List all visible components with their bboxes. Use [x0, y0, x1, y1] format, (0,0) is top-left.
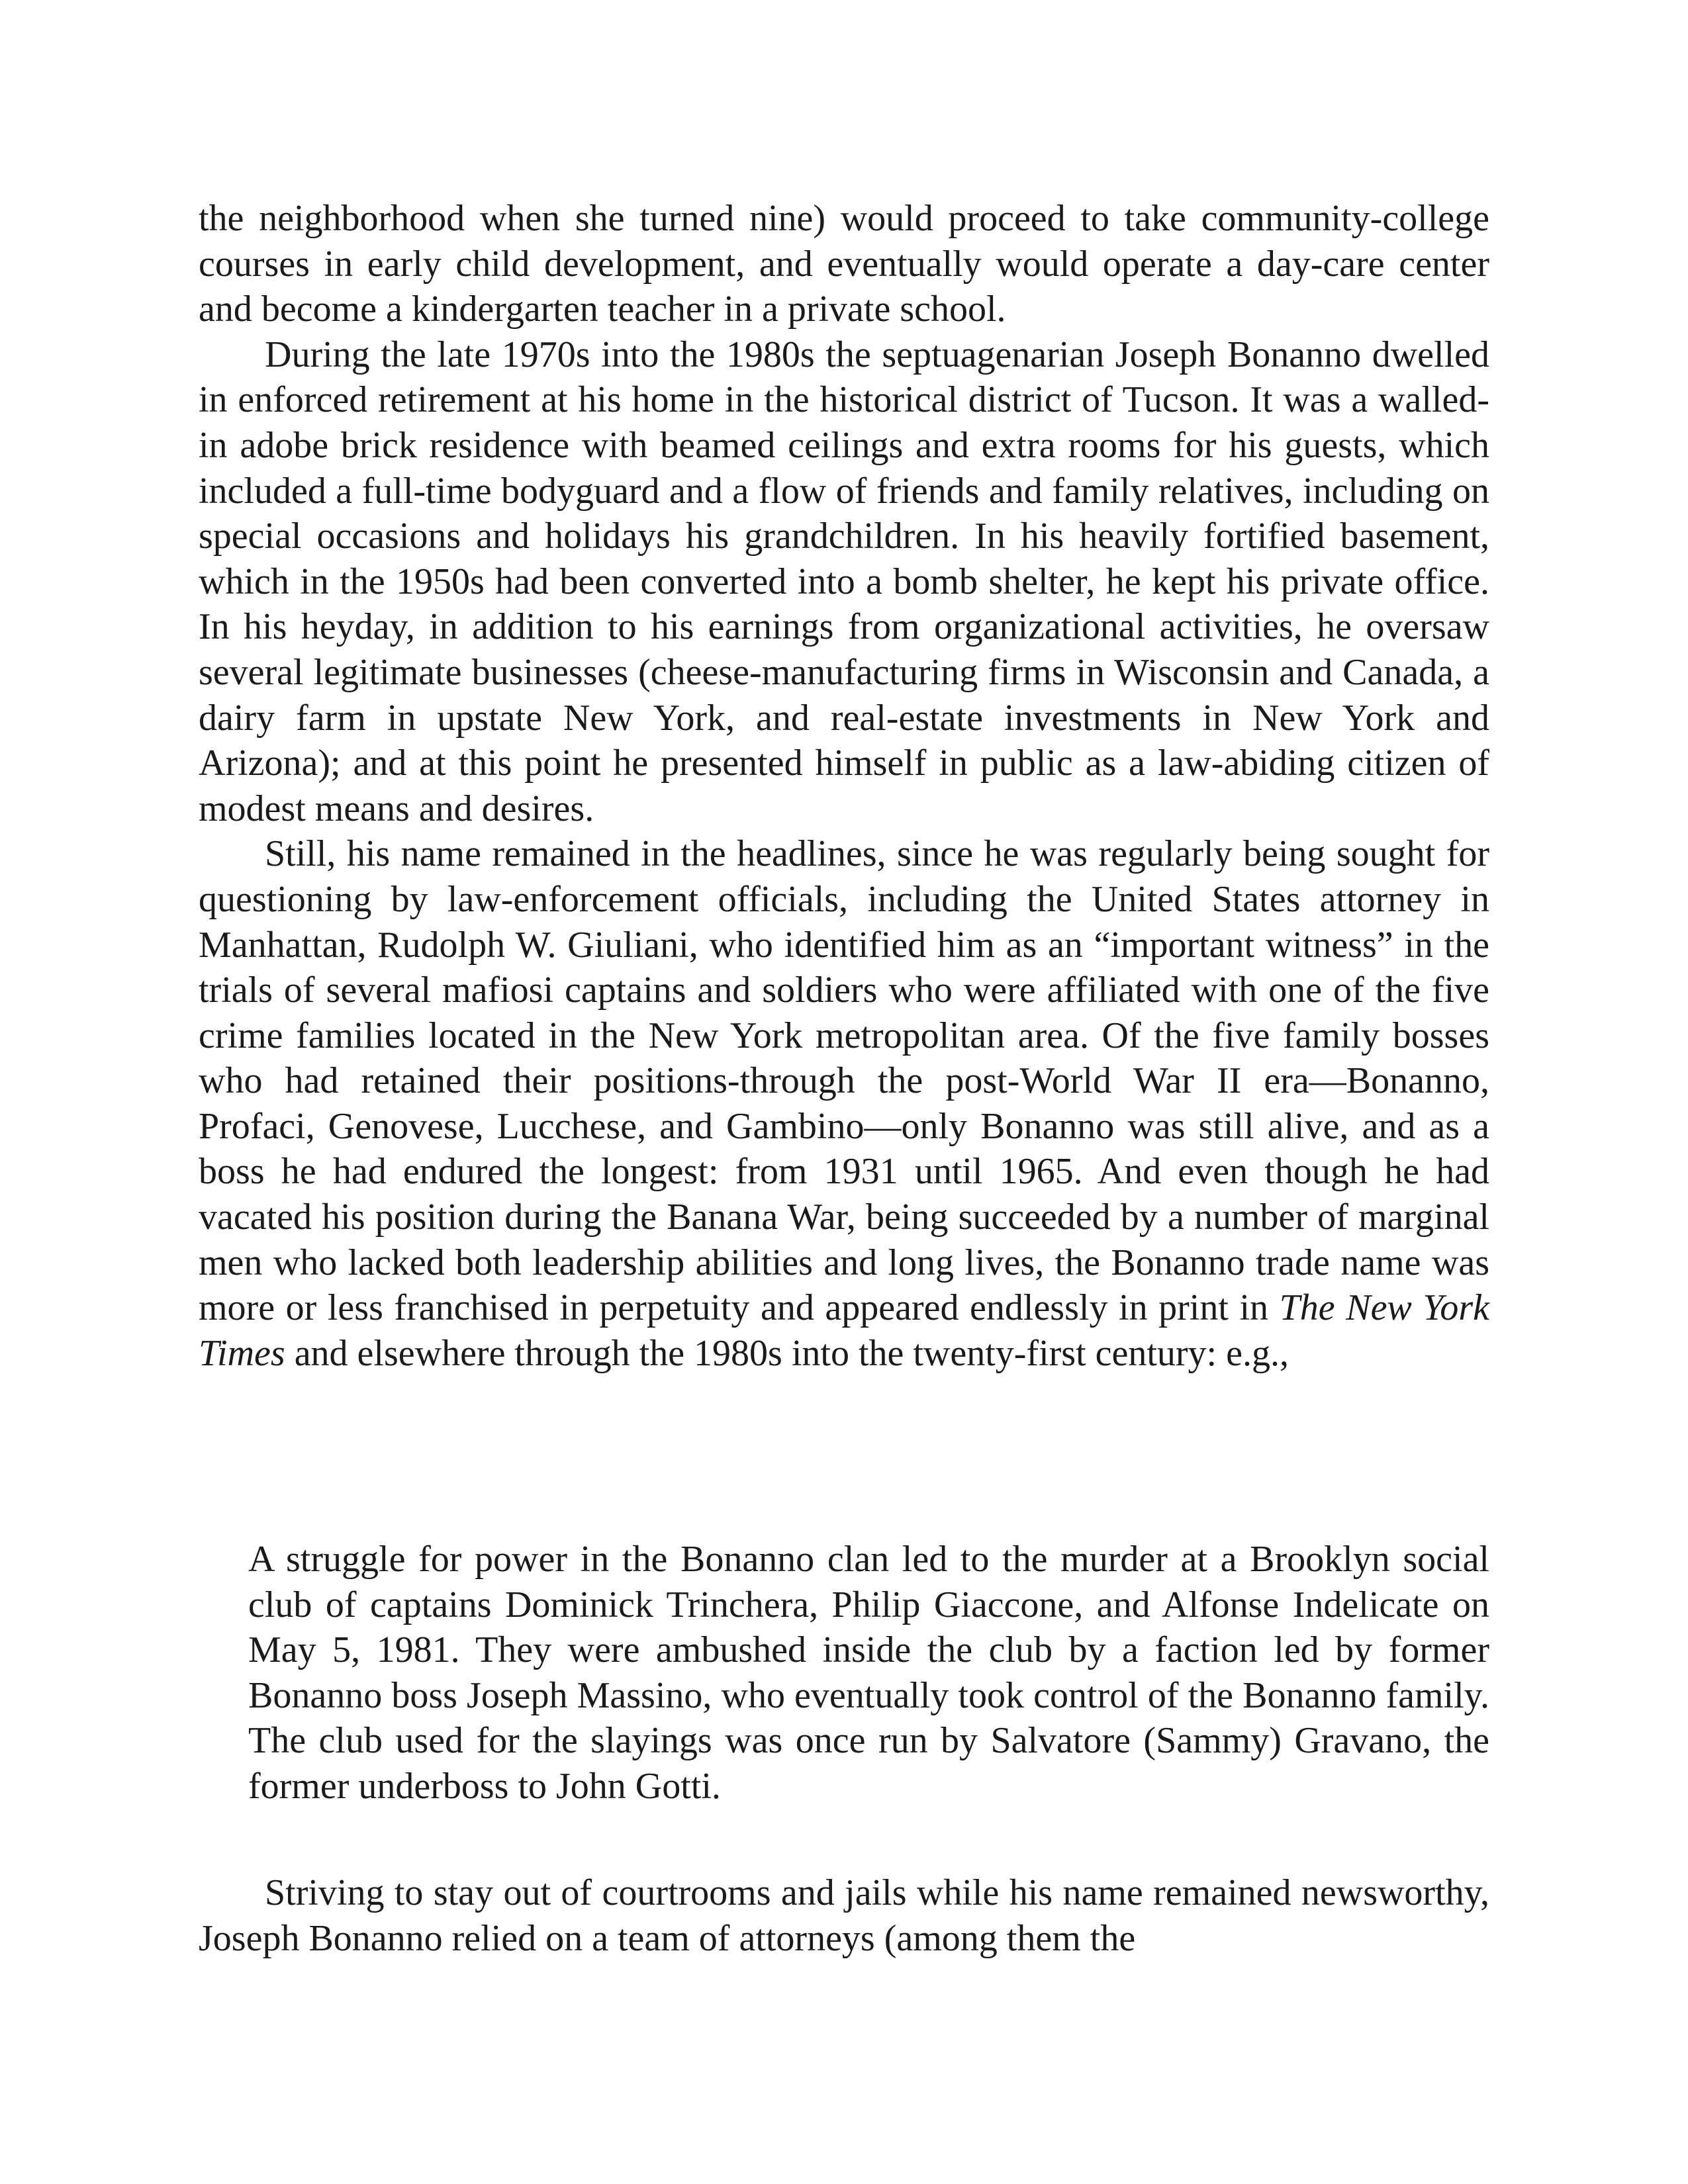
body-text-bottom — [199, 1870, 1489, 1961]
block-quote-text: A struggle for power in the Bonanno clan led to the murder at a Brooklyn social club of captains Dominick Trinchera, Philip Giaccone, and Alfonse Indelicate on May 5, 1981. They were ambushed inside the club by a faction led by former Bonanno boss Joseph Massino, who eventually took control of the Bonanno family. The club used for the slayings was once run by Salvatore (Sammy) Gravano, the former underboss to John Gotti. — [248, 1539, 1489, 1807]
block-quote — [248, 1537, 1489, 1809]
paragraph-headlines-start: Still, his name remained in the headlines, since he was regularly being sought for questioning by law-enforcement officials, including the United States attorney in Manhattan, Rudolph W. Giuliani, who identified him as an “important witness” in the trials of several mafiosi captains and soldiers who were affiliated with one of the five crime families located in the New York metropolitan area. Of the five family bosses who had retained their positions-through the post-World War II era—Bonanno, Profaci, Genovese, Lucchese, and Gambino—only Bonanno was still alive, and as a boss he had endured the longest: from 1931 until 1965. And even though he had vacated his position during the Banana War, being succeeded by a number of marginal men who lacked both leadership abilities and long lives, the Bonanno trade name was more or less franchised in perpetuity and appeared endlessly in print in — [199, 833, 1489, 1329]
paragraph-attorneys: Striving to stay out of courtrooms and jails while his name remained newsworthy, Joseph Bonanno relied on a team of attorneys (among them the — [199, 1872, 1489, 1959]
newspaper-title: The New York Times — [199, 1287, 1489, 1374]
paragraph-headlines-end: and elsewhere through the 1980s into the twenty-first century: e.g., — [285, 1332, 1289, 1374]
paragraph-retirement: During the late 1970s into the 1980s the septuagenarian Joseph Bonanno dwelled in enforced retirement at his home in the historical district of Tucson. It was a walled-in adobe brick residence with beamed ceilings and extra rooms for his guests, which included a full-time bodyguard and a flow of friends and family relatives, including on special occasions and holidays his grandchildren. In his heavily fortified basement, which in the 1950s had been converted into a bomb shelter, he kept his private office. In his heyday, in addition to his earnings from organizational activities, he oversaw several legitimate businesses (cheese-manufacturing firms in Wisconsin and Canada, a dairy farm in upstate New York, and real-estate investments in New York and Arizona); and at this point he presented himself in public as a law-abiding citizen of modest means and desires. — [199, 334, 1489, 829]
paragraph-headlines — [199, 831, 1489, 1376]
body-text-top — [199, 196, 1489, 1376]
paragraph-continued: the neighborhood when she turned nine) would proceed to take community-college courses in early child development, and eventually would operate a day-care center and become a kindergarten teacher in a private school. — [199, 198, 1489, 330]
